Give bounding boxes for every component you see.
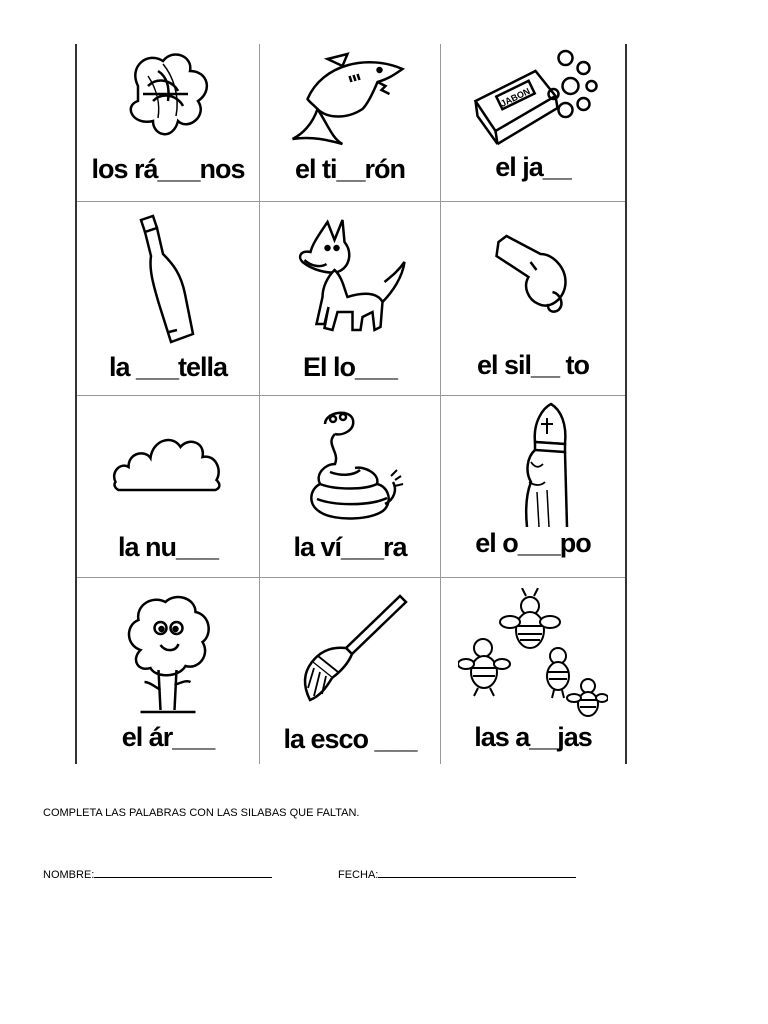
- snake-icon: [295, 404, 405, 529]
- shark-icon: [288, 44, 413, 154]
- word-snake: la ví___ra: [293, 532, 407, 562]
- word-shark: el ti__rón: [294, 154, 406, 184]
- date-line[interactable]: [378, 866, 576, 878]
- word-bishop: el o___po: [475, 528, 591, 558]
- broom-icon: [290, 592, 410, 707]
- whistle-icon: [491, 232, 576, 322]
- bottle-icon: [133, 214, 203, 344]
- worksheet-grid: [75, 44, 627, 764]
- word-cloud: la nu___: [117, 532, 219, 562]
- cell-bees: [441, 578, 625, 764]
- cell-tree: [77, 578, 260, 764]
- lettuce-icon: [118, 46, 218, 146]
- name-label: NOMBRE:: [43, 869, 95, 881]
- cell-whistle: [441, 202, 625, 396]
- name-line[interactable]: [94, 866, 272, 878]
- cell-bishop: [441, 396, 625, 578]
- cell-lettuce: [77, 44, 260, 202]
- word-tree: el ár___: [121, 722, 215, 752]
- wolf-icon: [293, 212, 408, 342]
- soap-label: JABON: [498, 85, 532, 109]
- cell-wolf: [260, 202, 441, 396]
- bee-4: [567, 679, 608, 716]
- bee-1: [500, 588, 560, 648]
- word-bottle: la ___tella: [108, 352, 228, 382]
- soap-icon: [466, 46, 601, 146]
- word-lettuce: los rá___nos: [91, 154, 245, 184]
- bee-3: [547, 648, 569, 698]
- cell-snake: [260, 396, 441, 578]
- cloud-icon: [111, 422, 226, 497]
- name-field[interactable]: [43, 866, 272, 881]
- bees-icon: [458, 588, 608, 728]
- bishop-icon: [517, 402, 577, 527]
- date-field[interactable]: [338, 866, 576, 881]
- date-label: FECHA:: [338, 869, 379, 881]
- word-broom: la esco ___: [283, 724, 417, 754]
- cell-soap: [441, 44, 625, 202]
- bee-2: [458, 639, 510, 696]
- instructions-text: COMPLETA LAS PALABRAS CON LAS SILABAS QUE FALTAN.: [43, 807, 360, 819]
- tree-icon: [121, 590, 216, 720]
- cell-broom: [260, 578, 441, 764]
- cell-shark: [260, 44, 441, 202]
- word-whistle: el sil__ to: [476, 350, 590, 380]
- word-bees: las a__jas: [474, 722, 592, 752]
- word-wolf: El lo___: [302, 352, 398, 382]
- cell-bottle: [77, 202, 260, 396]
- cell-cloud: [77, 396, 260, 578]
- word-soap: el ja__: [495, 152, 571, 182]
